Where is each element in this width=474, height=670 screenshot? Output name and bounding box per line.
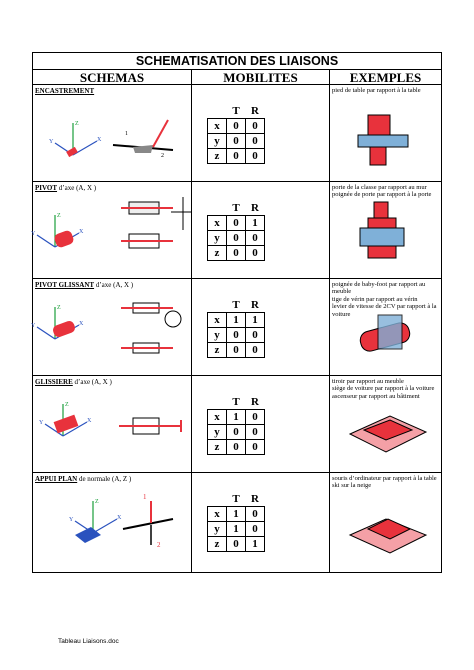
- rotation-value: 0: [246, 134, 265, 149]
- liaison-name: ENCASTREMENT: [35, 87, 95, 95]
- mobility-row: [208, 216, 265, 231]
- rotation-value: 0: [246, 149, 265, 164]
- translation-value: 1: [227, 507, 246, 522]
- column-headers: [33, 70, 441, 85]
- axis-label: x: [208, 410, 227, 425]
- rotation-value: 0: [246, 425, 265, 440]
- rotation-value: 0: [246, 522, 265, 537]
- translation-value: 0: [227, 119, 246, 134]
- svg-text:Y: Y: [39, 420, 44, 426]
- rotation-value: 1: [246, 313, 265, 328]
- rotation-value: 0: [246, 410, 265, 425]
- rotation-value: 0: [246, 246, 265, 261]
- svg-text:Z: Z: [57, 305, 61, 311]
- mob-header-t: T: [232, 492, 240, 505]
- exemples-cell: [330, 182, 441, 278]
- mob-header-r: R: [251, 298, 259, 311]
- mobility-row: [208, 410, 265, 425]
- liaison-schema-diagram: [33, 182, 191, 278]
- liaison-axis: d’axe (A, X ): [72, 378, 112, 386]
- axis-label: z: [208, 149, 227, 164]
- mobility-row: [208, 522, 265, 537]
- liaison-name: GLISSIERE: [35, 378, 73, 386]
- example-illustration: [330, 376, 440, 472]
- mobility-row: [208, 507, 265, 522]
- axis-label: z: [208, 440, 227, 455]
- liaison-axis: d’axe (A, X ): [94, 281, 134, 289]
- header-schemas: SCHEMAS: [33, 70, 192, 84]
- liaison-row: [33, 376, 441, 473]
- axis-label: z: [208, 246, 227, 261]
- mobility-table: [207, 104, 265, 164]
- example-illustration: [330, 85, 440, 181]
- mob-header-r: R: [251, 201, 259, 214]
- liaison-name: PIVOT GLISSANT: [35, 281, 95, 289]
- axis-label: x: [208, 216, 227, 231]
- rotation-value: 0: [246, 119, 265, 134]
- liaison-schema-diagram: [33, 279, 191, 375]
- svg-text:2: 2: [157, 541, 161, 549]
- schema-cell: [33, 279, 192, 375]
- svg-text:Z: Z: [75, 121, 79, 127]
- svg-text:2: 2: [161, 153, 164, 159]
- translation-value: 0: [227, 216, 246, 231]
- schema-cell: [33, 376, 192, 472]
- mob-header-t: T: [232, 201, 240, 214]
- svg-text:X: X: [87, 418, 92, 424]
- axis-label: y: [208, 522, 227, 537]
- liaison-row: [33, 182, 441, 279]
- rotation-value: 1: [246, 216, 265, 231]
- svg-text:Y: Y: [31, 323, 36, 329]
- exemples-cell: [330, 279, 441, 375]
- svg-text:Y: Y: [49, 139, 54, 145]
- svg-text:X: X: [117, 515, 122, 521]
- liaisons-table: [32, 52, 442, 573]
- exemples-cell: [330, 85, 441, 181]
- example-illustration: [330, 279, 440, 375]
- mobility-row: [208, 537, 265, 552]
- liaison-schema-diagram: [33, 473, 191, 569]
- rows-container: [33, 85, 441, 572]
- liaison-row: [33, 85, 441, 182]
- example-line: poignée de baby-foot par rapport au meuble: [332, 281, 426, 296]
- axis-label: z: [208, 343, 227, 358]
- axis-label: x: [208, 507, 227, 522]
- liaison-row: [33, 473, 441, 572]
- liaison-row: [33, 279, 441, 376]
- mob-header-r: R: [251, 492, 259, 505]
- exemples-cell: [330, 473, 441, 572]
- mobility-table: [207, 201, 265, 261]
- header-exemples: EXEMPLES: [349, 70, 422, 85]
- example-line: tiroir par rapport au meuble: [332, 378, 404, 385]
- example-line: poignée de porte par rapport à la porte: [332, 191, 432, 199]
- example-line: porte de la classe par rapport au mur: [332, 184, 427, 191]
- translation-value: 1: [227, 313, 246, 328]
- liaison-name: APPUI PLAN: [35, 475, 78, 483]
- example-line: levier de vitesse de 2CV par rapport à la voiture: [332, 303, 437, 318]
- svg-text:1: 1: [143, 493, 147, 501]
- translation-value: 0: [227, 343, 246, 358]
- mobilites-cell: [192, 85, 330, 181]
- svg-text:Y: Y: [69, 517, 74, 523]
- translation-value: 0: [227, 328, 246, 343]
- translation-value: 0: [227, 246, 246, 261]
- mobility-table: [207, 395, 265, 455]
- exemples-cell: [330, 376, 441, 472]
- mob-header-t: T: [232, 298, 240, 311]
- mob-header-t: T: [232, 395, 240, 408]
- schema-cell: [33, 473, 192, 572]
- axis-triad-icon: [69, 499, 122, 533]
- axis-label: z: [208, 537, 227, 552]
- mob-header-t: T: [232, 104, 240, 117]
- axis-label: y: [208, 231, 227, 246]
- svg-text:X: X: [97, 137, 102, 143]
- mobilites-cell: [192, 376, 330, 472]
- liaison-axis: de normale (A, Z ): [77, 475, 132, 483]
- mobility-row: [208, 149, 265, 164]
- mobility-row: [208, 313, 265, 328]
- liaison-axis: d’axe (A, X ): [57, 184, 97, 192]
- axis-label: y: [208, 134, 227, 149]
- rotation-value: 1: [246, 537, 265, 552]
- mobility-row: [208, 343, 265, 358]
- axis-label: x: [208, 119, 227, 134]
- rotation-value: 0: [246, 231, 265, 246]
- translation-value: 1: [227, 410, 246, 425]
- svg-text:Z: Z: [57, 213, 61, 219]
- svg-text:Y: Y: [31, 231, 36, 237]
- example-line: ascenseur par rapport au bâtiment: [332, 392, 420, 400]
- mobility-row: [208, 231, 265, 246]
- example-line: siège de voiture par rapport à la voiture: [332, 385, 435, 393]
- example-line: souris d’ordinateur par rapport à la table: [332, 475, 437, 482]
- mobility-row: [208, 425, 265, 440]
- rotation-value: 0: [246, 343, 265, 358]
- mobility-row: [208, 328, 265, 343]
- mobility-table: [207, 492, 265, 552]
- mobility-row: [208, 134, 265, 149]
- translation-value: 0: [227, 134, 246, 149]
- mobility-row: [208, 440, 265, 455]
- rotation-value: 0: [246, 440, 265, 455]
- liaison-schema-diagram: [33, 376, 191, 472]
- header-mobilites: MOBILITES: [192, 70, 330, 84]
- translation-value: 0: [227, 440, 246, 455]
- translation-value: 0: [227, 425, 246, 440]
- example-line: ski sur la neige: [332, 482, 372, 490]
- schema-cell: [33, 85, 192, 181]
- svg-text:X: X: [79, 321, 84, 327]
- translation-value: 0: [227, 149, 246, 164]
- axis-label: x: [208, 313, 227, 328]
- svg-text:Z: Z: [65, 402, 69, 408]
- schema-cell: [33, 182, 192, 278]
- example-illustration: [330, 473, 440, 569]
- page-title: SCHEMATISATION DES LIAISONS: [33, 53, 441, 70]
- translation-value: 0: [227, 537, 246, 552]
- liaison-schema-diagram: [33, 85, 191, 181]
- svg-text:X: X: [79, 229, 84, 235]
- example-illustration: [330, 182, 440, 278]
- svg-text:Z: Z: [95, 499, 99, 505]
- example-line: pied de table par rapport à la table: [332, 87, 421, 94]
- svg-text:1: 1: [125, 131, 128, 137]
- liaison-name: PIVOT: [35, 184, 58, 192]
- translation-value: 1: [227, 522, 246, 537]
- mobility-row: [208, 246, 265, 261]
- mob-header-r: R: [251, 104, 259, 117]
- mobilites-cell: [192, 473, 330, 572]
- axis-label: y: [208, 328, 227, 343]
- axis-label: y: [208, 425, 227, 440]
- rotation-value: 0: [246, 507, 265, 522]
- mob-header-r: R: [251, 395, 259, 408]
- mobility-row: [208, 119, 265, 134]
- translation-value: 0: [227, 231, 246, 246]
- example-line: tige de vérin par rapport au vérin: [332, 295, 418, 303]
- mobilites-cell: [192, 182, 330, 278]
- footer-filename: Tableau Liaisons.doc: [58, 638, 119, 645]
- mobilites-cell: [192, 279, 330, 375]
- mobility-table: [207, 298, 265, 358]
- rotation-value: 0: [246, 328, 265, 343]
